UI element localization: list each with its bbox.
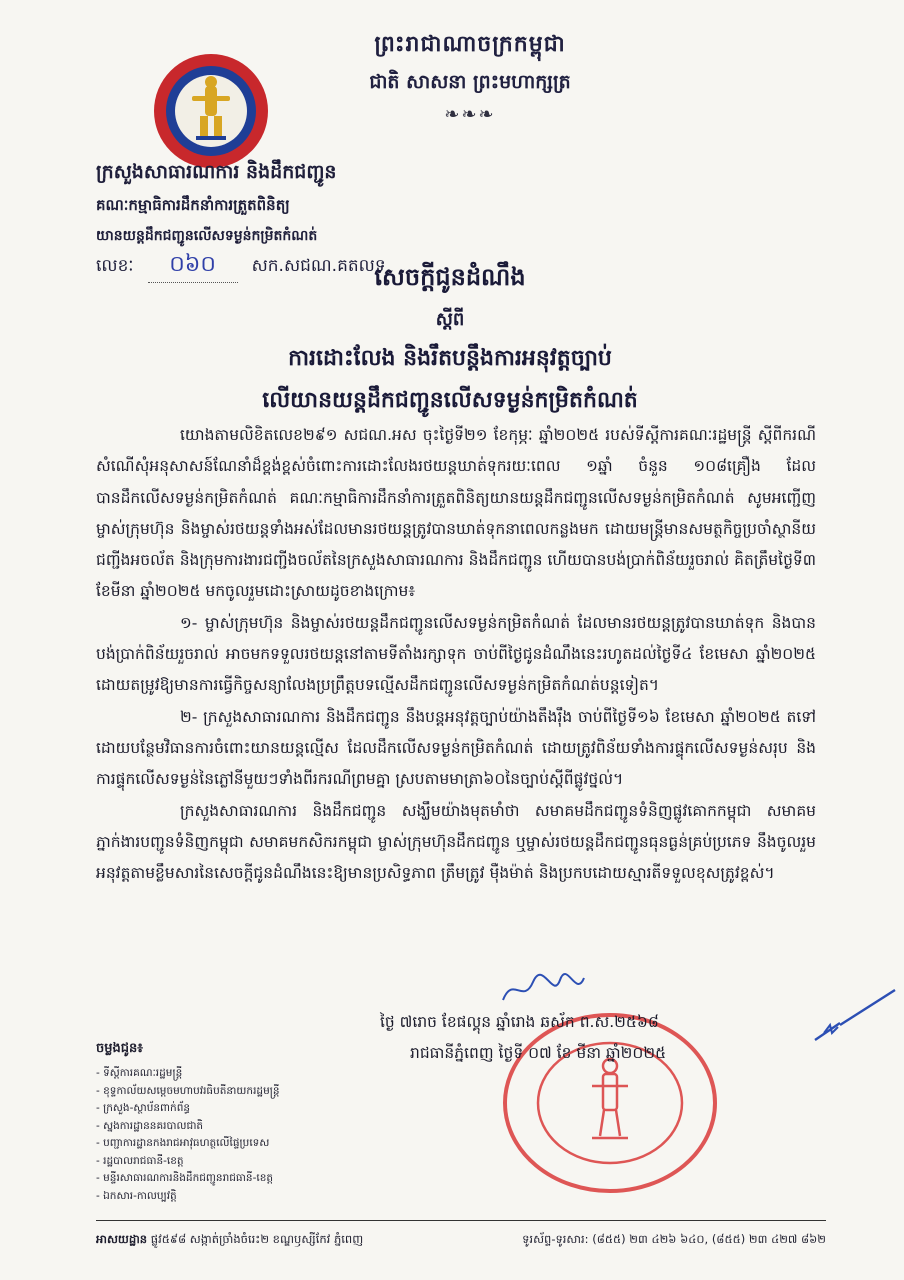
recipients-block [96, 1040, 396, 1205]
committee-subject: យានយន្តដឹកជញ្ជូនលើសទម្ងន់កម្រិតកំណត់ [96, 228, 318, 244]
pen-mark [810, 985, 900, 1045]
national-motto: ជាតិ សាសនា ព្រះមហាក្សត្រ [369, 71, 571, 93]
recipient-item: - ឯកសារ-កាលប្បវត្តិ [96, 1189, 177, 1202]
kingdom-header [300, 30, 640, 125]
ministry-name: ក្រសួងសាធារណការ និងដឹកជញ្ជូន [96, 161, 337, 183]
notice-subject-line-1: ការដោះលែង និងរឹតបន្តឹងការអនុវត្តច្បាប់ [288, 345, 612, 371]
footer [96, 1232, 826, 1249]
reference-code: សក.សជណ.គតលទ [251, 256, 386, 276]
reference-label: លេខៈ [96, 256, 134, 276]
recipient-item: - ខុទ្ទកាល័យសម្តេចមហាបវរធិបតីនាយករដ្ឋមន្ត្រី [96, 1084, 280, 1097]
notice-body [96, 420, 816, 889]
ministry-block [96, 160, 426, 247]
footer-address-text: ផ្លូវ៥៩៨ សង្កាត់ច្រាំងចំរេះ២ ខណ្ឌឫស្សីកែវ ភ្នំពេញ [150, 1232, 364, 1246]
lunar-date: ថ្ងៃ ៧រោច ខែផល្គុន ឆ្នាំរោង ឆស័ក ព.ស.២៥៦៨ [380, 1013, 659, 1031]
notice-title: សេចក្តីជូនដំណឹង [374, 262, 526, 291]
reference-number: ០៦០ [148, 250, 238, 283]
recipients-list [96, 1065, 396, 1205]
recipient-item: - ស្នងការដ្ឋាននគរបាលជាតិ [96, 1119, 204, 1132]
notice-title-block [200, 262, 700, 418]
notice-subject-line-2: លើយានយន្តដឹកជញ្ជូនលើសទម្ងន់កម្រិតកំណត់ [262, 387, 638, 413]
kingdom-name: ព្រះរាជាណាចក្រកម្ពុជា [374, 31, 566, 57]
official-seal [500, 1008, 720, 1198]
notice-about: ស្តីពី [435, 309, 465, 330]
recipient-item: - បញ្ជាការដ្ឋានកងរាជអាវុធហត្ថលើផ្ទៃប្រទេស [96, 1137, 270, 1149]
footer-divider [96, 1220, 826, 1221]
recipient-item: - មន្ទីរសាធារណការនិងដឹកជញ្ជូនរាជធានី-ខេត្ត [96, 1172, 274, 1184]
body-paragraph-closing: ក្រសួងសាធារណការ និងដឹកជញ្ជូន សង្ឃឹមយ៉ាងមុតមាំថា សមាគមដឹកជញ្ជូនទំនិញផ្លូវគោកកម្ពុជា សមាគមភ្នាក់ងារបញ្ជូនទំនិញកម្ពុជា សមាគមកសិករកម្ពុជា ម្ចាស់ក្រុមហ៊ុនដឹកជញ្ជូន ឬម្ចាស់រថយន្តដឹកជញ្ជូនធុនធ្ងន់គ្រប់ប្រភេទ នឹងចូលរួមអនុវត្តតាមខ្លឹមសារនៃសេចក្តីជូនដំណឹងនេះឱ្យមានប្រសិទ្ធភាព ត្រឹមត្រូវ ម៉ឺងម៉ាត់ និងប្រកបដោយស្មារតីទទួលខុសត្រូវខ្ពស់។ [96, 801, 816, 883]
ministry-logo [152, 52, 270, 170]
recipients-title: ចម្លងជូន៖ [96, 1041, 143, 1056]
committee-name: គណៈកម្មាធិការដឹកនាំការត្រួតពិនិត្យ [96, 196, 290, 214]
initials-scribble [498, 970, 588, 1010]
seal-outer-ring [505, 1015, 715, 1191]
ornament: ❧❧❧ [444, 104, 496, 125]
body-paragraph-intro: យោងតាមលិខិតលេខ២៩១ សជណ.អស ចុះថ្ងៃទី២១ ខែកុម្ភៈ ឆ្នាំ២០២៥ របស់ទីស្តីការគណៈរដ្ឋមន្ត្រី ស្តីពីករណីសំណើសុំអនុសាសន៍ណែនាំដ៏ខ្ពង់ខ្ពស់ចំពោះការដោះលែងរថយន្តឃាត់ទុករយៈពេល ១ឆ្នាំ ចំនួន ១០៨គ្រឿង ដែលបានដឹកលើសទម្ងន់កម្រិតកំណត់ គណៈកម្មាធិការដឹកនាំការត្រួតពិនិត្យយានយន្តដឹកជញ្ជូនលើសទម្ងន់កម្រិតកំណត់ សូមអញ្ជើញ ម្ចាស់ក្រុមហ៊ុន និងម្ចាស់រថយន្តទាំងអស់ដែលមានរថយន្តត្រូវបានឃាត់ទុកនាពេលកន្លងមក ដោយមន្ត្រីមានសមត្ថកិច្ចប្រចាំស្ថានីយជញ្ជីងអចល័ត និងក្រុមការងារជញ្ជីងចល័តនៃក្រសួងសាធារណការ និងដឹកជញ្ជូន ហើយបានបង់ប្រាក់ពិន័យរួចរាល់ គិតត្រឹមថ្ងៃទី៣ ខែមីនា ឆ្នាំ២០២៥ មកចូលរួមដោះស្រាយដូចខាងក្រោម៖ [96, 426, 816, 601]
recipient-item: - ក្រសួង-ស្ថាប័នពាក់ព័ន្ធ [96, 1102, 191, 1114]
footer-phone: ទូរស័ព្ទ-ទូរសារ: (៨៥៥) ២៣ ៤២៦ ៦៤០, (៨៥៥) ២៣ ៤២៧ ៨៦២ [522, 1232, 826, 1246]
recipient-item: - ទីស្តីការគណៈរដ្ឋមន្ត្រី [96, 1067, 183, 1079]
seal-emblem-icon [592, 1059, 628, 1138]
body-paragraph-point-1: ១- ម្ចាស់ក្រុមហ៊ុន និងម្ចាស់រថយន្តដឹកជញ្ជូនលើសទម្ងន់កម្រិតកំណត់ ដែលមានរថយន្តត្រូវបានឃាត់ទុក និងបានបង់ប្រាក់ពិន័យរួចរាល់ អាចមកទទួលរថយន្តនៅតាមទីតាំងរក្សាទុក ចាប់ពីថ្ងៃជូនដំណឹងនេះរហូតដល់ថ្ងៃទី៤ ខែមេសា ឆ្នាំ២០២៥ ដោយតម្រូវឱ្យមានការធ្វើកិច្ចសន្យាលែងប្រព្រឹត្តបទល្មើសដឹកជញ្ជូនលើសទម្ងន់កម្រិតកំណត់បន្តទៀត។ [96, 613, 816, 695]
recipient-item: - រដ្ឋបាលរាជធានី-ខេត្ត [96, 1154, 184, 1167]
body-paragraph-point-2: ២- ក្រសួងសាធារណការ និងដឹកជញ្ជូន នឹងបន្តអនុវត្តច្បាប់យ៉ាងតឹងរ៉ឹង ចាប់ពីថ្ងៃទី១៦ ខែមេសា ឆ្នាំ២០២៥ តទៅ ដោយបន្ថែមវិធានការចំពោះយានយន្តល្មើស ដែលដឹកលើសទម្ងន់កម្រិតកំណត់ ដោយត្រូវពិន័យទាំងការផ្ទុកលើសទម្ងន់សរុប និងការផ្ទុកលើសទម្ងន់នៃភ្លៅនីមួយៗទាំងពីរករណីព្រមគ្នា ស្របតាមមាត្រា៦០នៃច្បាប់ស្តីពីផ្លូវថ្នល់។ [96, 707, 816, 789]
footer-address-label: អាសយដ្ឋាន [96, 1232, 148, 1246]
place-and-date: រាជធានីភ្នំពេញ ថ្ងៃទី ០៧ ខែ មីនា ឆ្នាំ២០២៥ [410, 1044, 667, 1062]
footer-address [96, 1232, 363, 1249]
